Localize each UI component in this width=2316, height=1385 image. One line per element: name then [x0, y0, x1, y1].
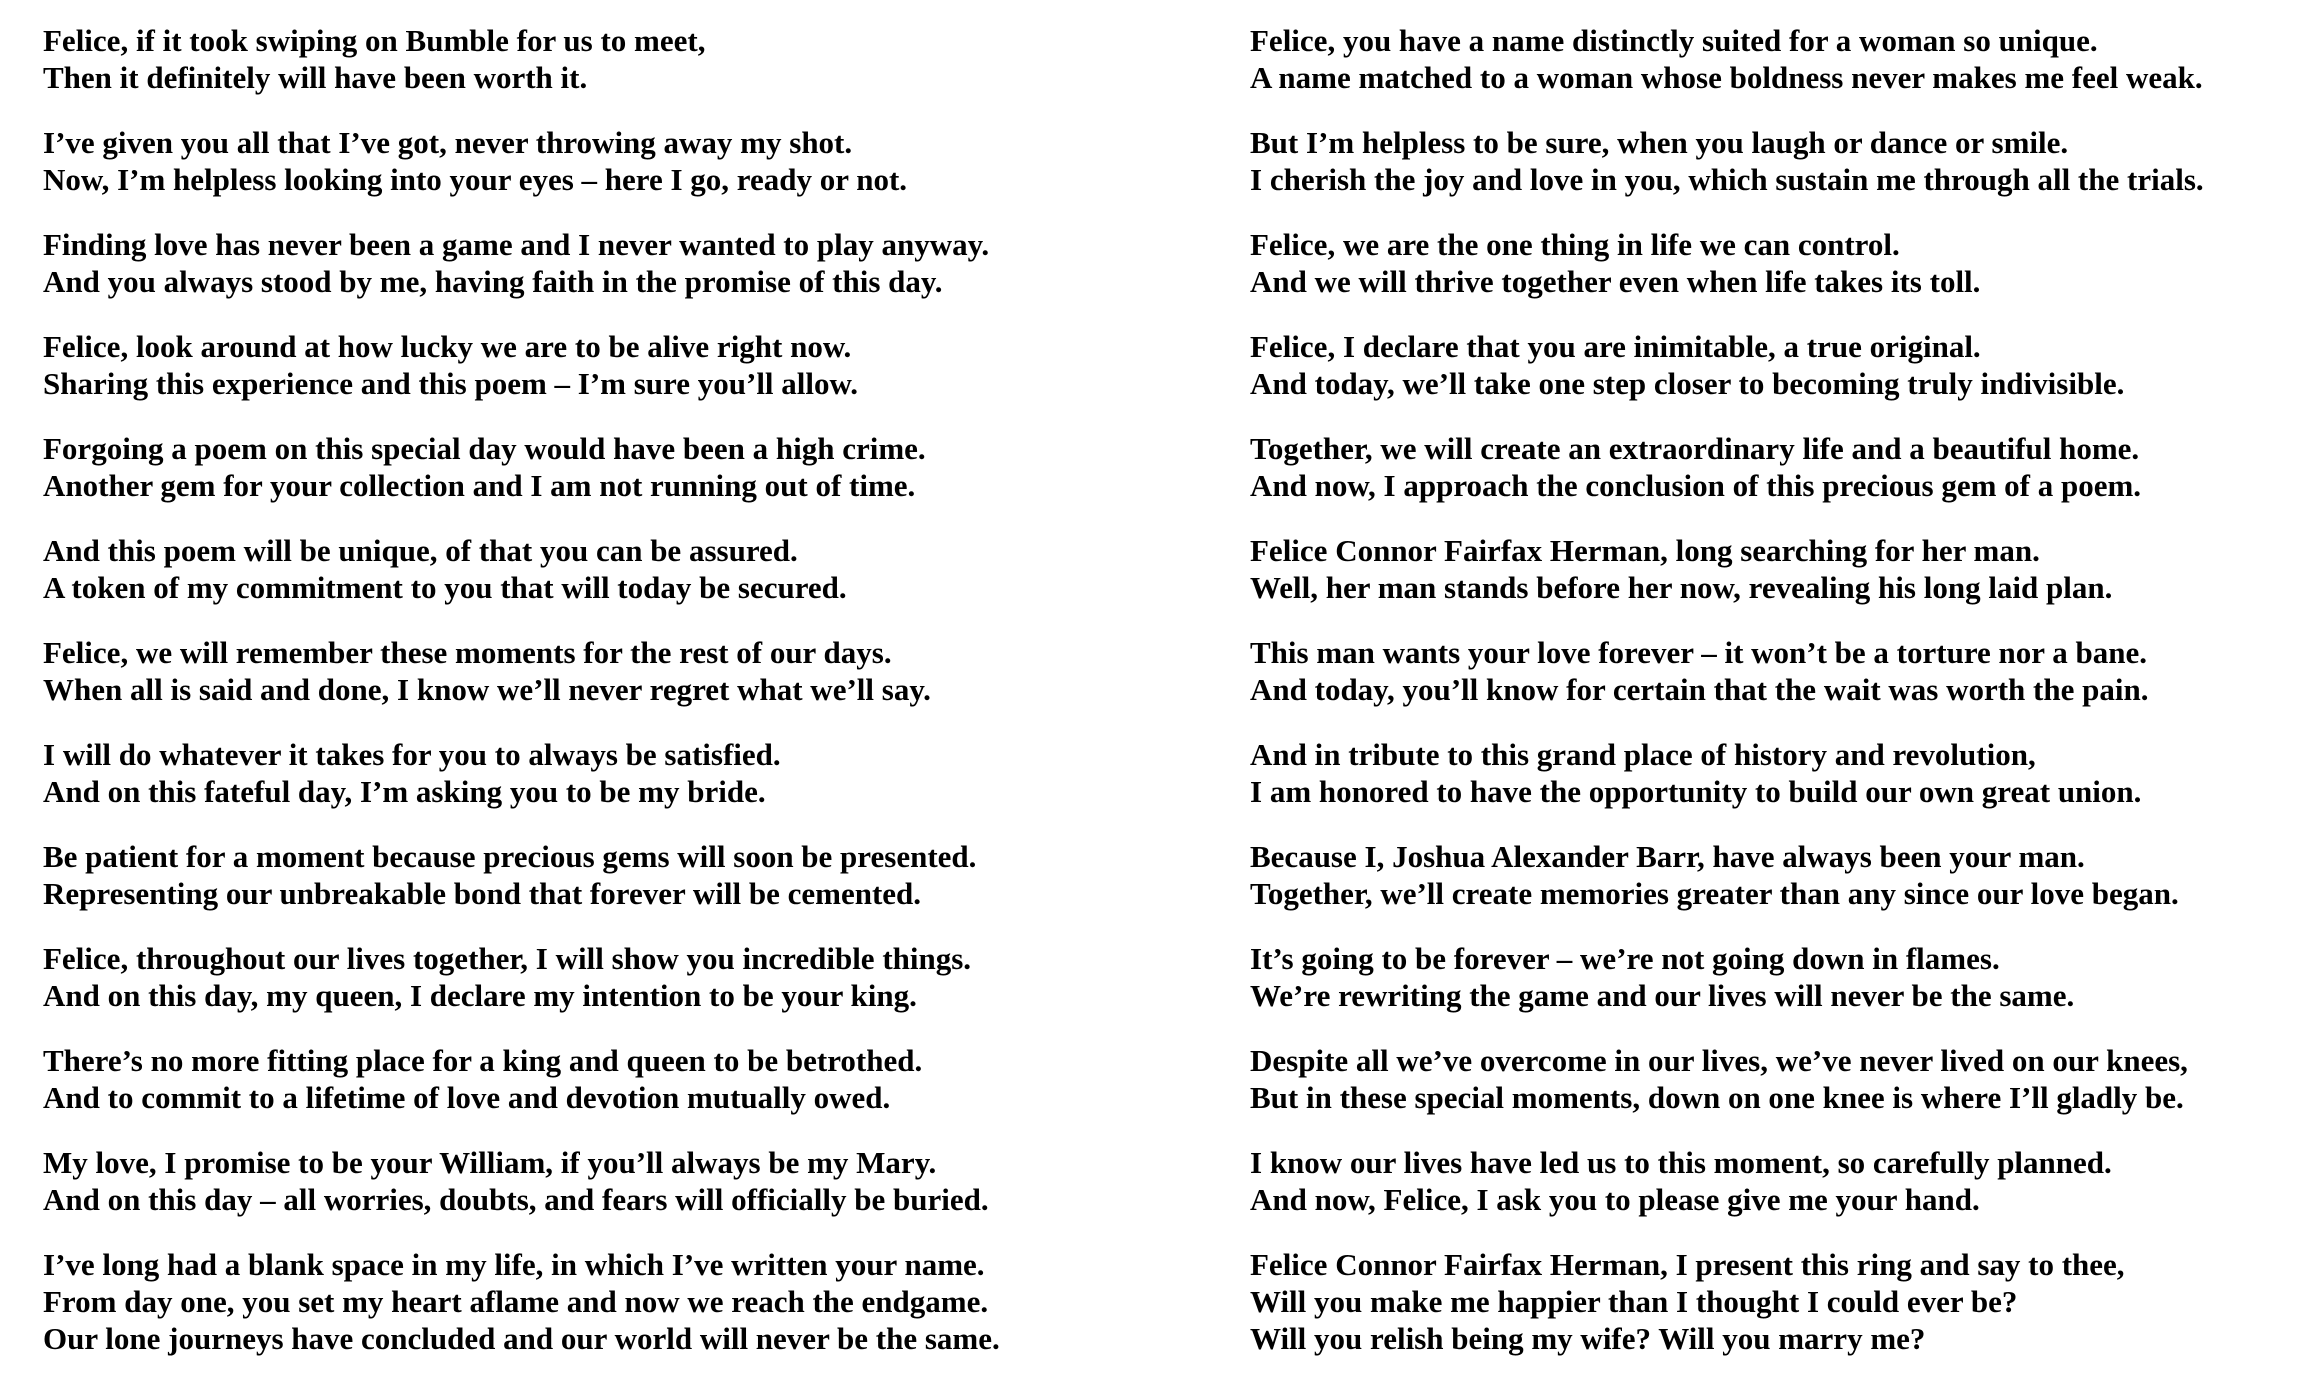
poem-line: Together, we will create an extraordinary life and a beautiful home.: [1250, 431, 2140, 466]
poem-line: It’s going to be forever – we’re not going down in flames.: [1250, 941, 2000, 976]
poem-line: And on this fateful day, I’m asking you to be my bride.: [43, 774, 766, 809]
poem-line: Felice Connor Fairfax Herman, long searching for her man.: [1250, 533, 2040, 568]
poem-line: And on this day, my queen, I declare my intention to be your king.: [43, 978, 917, 1013]
poem-stanza: [43, 634, 1183, 708]
poem-stanza: [43, 22, 1183, 96]
poem-stanza: [1250, 22, 2310, 96]
poem-line: Felice, you have a name distinctly suited for a woman so unique.: [1250, 23, 2098, 58]
poem-line: And you always stood by me, having faith in the promise of this day.: [43, 264, 943, 299]
poem-line: Sharing this experience and this poem – I’m sure you’ll allow.: [43, 366, 858, 401]
poem-stanza: [1250, 1144, 2310, 1218]
poem-stanza: [43, 328, 1183, 402]
poem-line: Felice, we will remember these moments for the rest of our days.: [43, 635, 892, 670]
poem-stanza: [43, 1246, 1183, 1357]
poem-line: A token of my commitment to you that will today be secured.: [43, 570, 847, 605]
poem-stanza: [1250, 634, 2310, 708]
poem-stanza: [1250, 736, 2310, 810]
poem-line: I cherish the joy and love in you, which sustain me through all the trials.: [1250, 162, 2204, 197]
poem-stanza: [43, 1042, 1183, 1116]
poem-line: Finding love has never been a game and I never wanted to play anyway.: [43, 227, 990, 262]
poem-line: Forgoing a poem on this special day would have been a high crime.: [43, 431, 926, 466]
poem-stanza: [43, 1144, 1183, 1218]
poem-line: And now, I approach the conclusion of this precious gem of a poem.: [1250, 468, 2142, 503]
poem-line: And to commit to a lifetime of love and devotion mutually owed.: [43, 1080, 891, 1115]
poem-stanza: [43, 940, 1183, 1014]
poem-stanza: [43, 736, 1183, 810]
poem-line: But in these special moments, down on one knee is where I’ll gladly be.: [1250, 1080, 2184, 1115]
poem-line: I’ve long had a blank space in my life, in which I’ve written your name.: [43, 1247, 985, 1282]
poem-line: Felice, throughout our lives together, I will show you incredible things.: [43, 941, 972, 976]
poem-line: I am honored to have the opportunity to build our own great union.: [1250, 774, 2142, 809]
poem-stanza: [1250, 430, 2310, 504]
poem-stanza: [43, 838, 1183, 912]
poem-line: We’re rewriting the game and our lives will never be the same.: [1250, 978, 2075, 1013]
poem-stanza: [43, 532, 1183, 606]
poem-line: Because I, Joshua Alexander Barr, have always been your man.: [1250, 839, 2085, 874]
poem-line: And we will thrive together even when life takes its toll.: [1250, 264, 1981, 299]
poem-stanza: [1250, 940, 2310, 1014]
poem-stanza: [1250, 532, 2310, 606]
poem-line: Our lone journeys have concluded and our world will never be the same.: [43, 1321, 1000, 1356]
poem-stanza: [1250, 1246, 2310, 1357]
poem-line: Another gem for your collection and I am not running out of time.: [43, 468, 916, 503]
poem-line: And in tribute to this grand place of history and revolution,: [1250, 737, 2036, 772]
poem-stanza: [1250, 226, 2310, 300]
poem-line: And this poem will be unique, of that you can be assured.: [43, 533, 798, 568]
poem-line: I will do whatever it takes for you to always be satisfied.: [43, 737, 781, 772]
poem-line: And now, Felice, I ask you to please give me your hand.: [1250, 1182, 1980, 1217]
poem-line: Felice, look around at how lucky we are to be alive right now.: [43, 329, 852, 364]
poem-left-column: [43, 22, 1183, 1385]
poem-line: Will you relish being my wife? Will you marry me?: [1250, 1321, 1926, 1356]
poem-line: And on this day – all worries, doubts, and fears will officially be buried.: [43, 1182, 989, 1217]
poem-line: Representing our unbreakable bond that forever will be cemented.: [43, 876, 922, 911]
poem-line: Felice Connor Fairfax Herman, I present this ring and say to thee,: [1250, 1247, 2125, 1282]
poem-stanza: [43, 226, 1183, 300]
poem-line: This man wants your love forever – it won’t be a torture nor a bane.: [1250, 635, 2147, 670]
poem-line: Then it definitely will have been worth it.: [43, 60, 588, 95]
poem-line: And today, we’ll take one step closer to becoming truly indivisible.: [1250, 366, 2125, 401]
poem-line: Be patient for a moment because precious gems will soon be presented.: [43, 839, 977, 874]
poem-line: And today, you’ll know for certain that the wait was worth the pain.: [1250, 672, 2149, 707]
poem-line: I know our lives have led us to this moment, so carefully planned.: [1250, 1145, 2112, 1180]
poem-line: Felice, we are the one thing in life we can control.: [1250, 227, 1900, 262]
poem-line: Well, her man stands before her now, revealing his long laid plan.: [1250, 570, 2113, 605]
poem-stanza: [1250, 838, 2310, 912]
poem-line: From day one, you set my heart aflame and now we reach the endgame.: [43, 1284, 989, 1319]
poem-line: When all is said and done, I know we’ll never regret what we’ll say.: [43, 672, 931, 707]
poem-stanza: [1250, 328, 2310, 402]
poem-line: But I’m helpless to be sure, when you laugh or dance or smile.: [1250, 125, 2069, 160]
poem-line: I’ve given you all that I’ve got, never throwing away my shot.: [43, 125, 853, 160]
poem-right-column: [1250, 22, 2310, 1385]
poem-stanza: [43, 124, 1183, 198]
poem-line: Felice, I declare that you are inimitable, a true original.: [1250, 329, 1981, 364]
poem-line: My love, I promise to be your William, if you’ll always be my Mary.: [43, 1145, 937, 1180]
poem-line: Despite all we’ve overcome in our lives, we’ve never lived on our knees,: [1250, 1043, 2188, 1078]
poem-line: Together, we’ll create memories greater than any since our love began.: [1250, 876, 2179, 911]
poem-stanza: [43, 430, 1183, 504]
poem-line: There’s no more fitting place for a king and queen to be betrothed.: [43, 1043, 923, 1078]
poem-line: Will you make me happier than I thought I could ever be?: [1250, 1284, 2018, 1319]
poem-line: Felice, if it took swiping on Bumble for us to meet,: [43, 23, 706, 58]
poem-line: A name matched to a woman whose boldness never makes me feel weak.: [1250, 60, 2203, 95]
poem-stanza: [1250, 1042, 2310, 1116]
poem-stanza: [1250, 124, 2310, 198]
poem-line: Now, I’m helpless looking into your eyes – here I go, ready or not.: [43, 162, 908, 197]
